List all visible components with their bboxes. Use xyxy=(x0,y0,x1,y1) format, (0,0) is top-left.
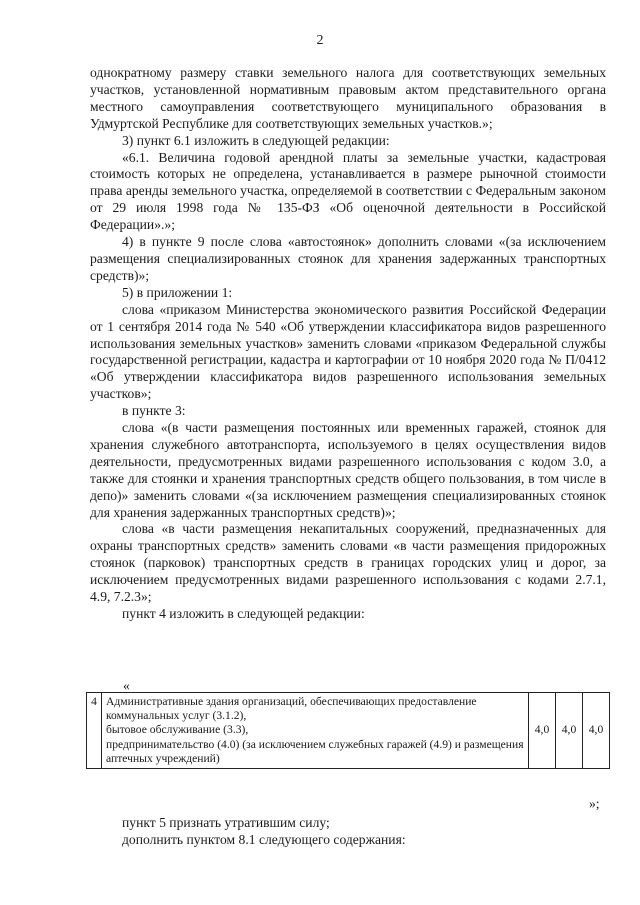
rates-table xyxy=(86,692,610,769)
document-body xyxy=(90,65,606,623)
description-line: Административные здания организаций, обеспечивающих предоставление коммунальных услуг (3.1.2), xyxy=(106,695,477,723)
paragraph-point-4: пункт 4 изложить в следующей редакции: xyxy=(122,606,365,621)
row-number: 4 xyxy=(87,693,102,769)
rate-value: 4,0 xyxy=(556,693,583,769)
paragraph-item-5: 5) в приложении 1: xyxy=(122,284,233,300)
paragraph-item-6-1: «6.1. Величина годовой арендной платы за земельные участки, кадастровая стоимость которых не определена, устанавливается в размере рыночной стоимости права аренды земельного участка, определяемой в соответствии с Федеральным законом от 29 июля 1998 года № 135-ФЗ «Об оценочной деятельности в Российской Федерации».»; xyxy=(90,149,606,233)
description-line: бытовое обслуживание (3.3), xyxy=(106,723,249,737)
paragraph-words-replace-2: слова «(в части размещения постоянных или временных гаражей, стоянок для хранения служебного автотранспорта, используемого в целях осуществления видов деятельности, предусмотренных видами разрешенного использования с кодом 3.0, а также для стоянки и хранения транспортных средств общего пользования, в том числе в депо)» заменить словами «(за исключением размещения специализированных стоянок для хранения задержанных транспортных средств)»; xyxy=(90,420,606,520)
rate-value: 4,0 xyxy=(529,693,556,769)
paragraph-words-replace-3: слова «в части размещения некапитальных сооружений, предназначенных для охраны транспортных средств» заменить словами «в части размещения придорожных стоянок (парковок) транспортных средств в границах городских улиц и дорог, за исключением предусмотренных видами разрешенного использования с кодами 2.7.1, 4.9, 7.2.3»; xyxy=(90,521,606,605)
rate-value: 4,0 xyxy=(583,693,610,769)
quote-close: »; xyxy=(589,796,600,811)
paragraph-words-replace-1: слова «приказом Министерства экономического развития Российской Федерации от 1 сентября 2014 года № 540 «Об утверждении классификатора видов разрешенного использования земельных участков» заменить словами «приказом Федеральной службы государственной регистрации, кадастра и картографии от 10 ноября 2020 года № П/0412 «Об утверждении классификатора видов разрешенного использования земельных участков»; xyxy=(90,301,606,402)
paragraph-point-8-1: дополнить пунктом 8.1 следующего содержания: xyxy=(122,831,406,847)
row-description xyxy=(102,693,529,769)
document-tail xyxy=(90,815,606,849)
table-row xyxy=(87,693,610,769)
paragraph-item-3: 3) пункт 6.1 изложить в следующей редакции: xyxy=(122,132,390,148)
page-number: 2 xyxy=(316,33,324,48)
paragraph-point-5: пункт 5 признать утратившим силу; xyxy=(122,815,330,830)
paragraph-item-4: 4) в пункте 9 после слова «автостоянок» дополнить словами «(за исключением размещения специализированных стоянок для хранения задержанных транспортных средств)»; xyxy=(90,234,606,283)
paragraph-continuation: однократному размеру ставки земельного налога для соответствующих земельных участков, установленной нормативным правовым актом представительного органа местного самоуправления соответствующего муниципального образования в Удмуртской Республике для соответствующих земельных участков.»; xyxy=(90,65,606,131)
quote-open: « xyxy=(123,678,130,693)
description-line: предпринимательство (4.0) (за исключением служебных гаражей (4.9) и размещения аптечных учреждений) xyxy=(106,737,524,765)
paragraph-point-3: в пункте 3: xyxy=(122,403,186,419)
